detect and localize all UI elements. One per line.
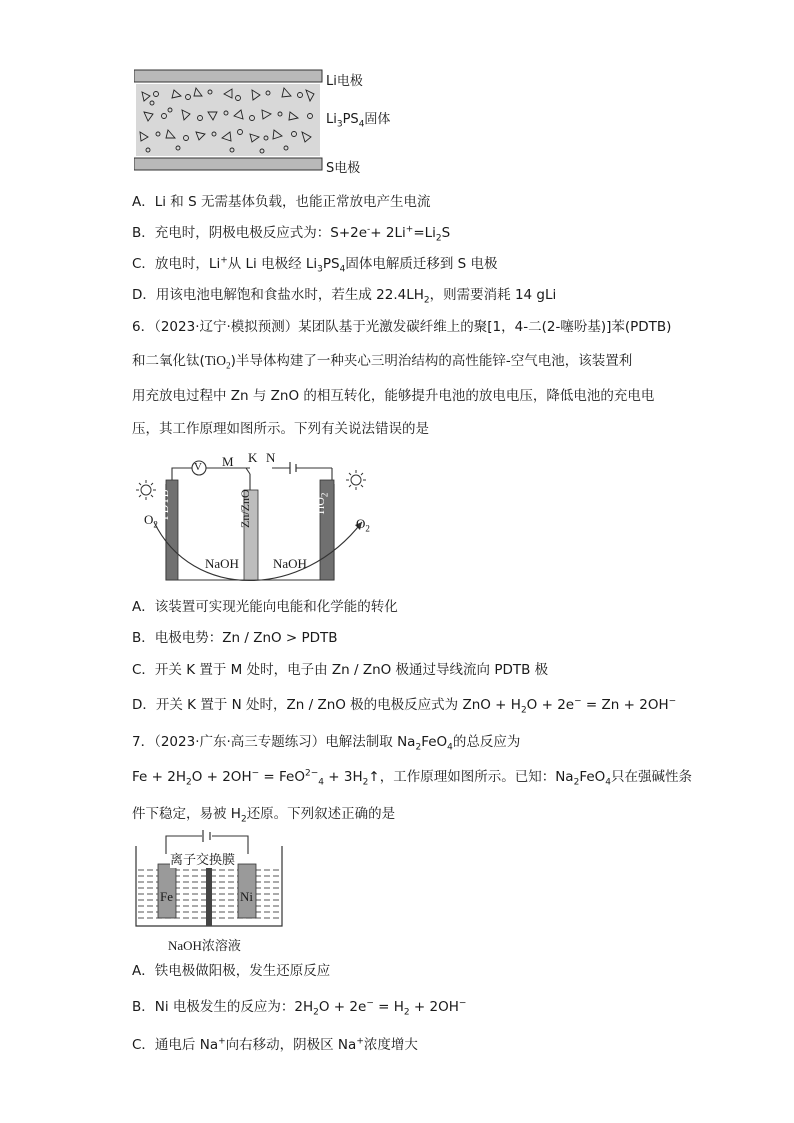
q6-stem-line1: 6．（2023·辽宁·模拟预测）某团队基于光激发碳纤维上的聚[1，4-二(2-噻吩基)]苯(PDTB) (132, 319, 672, 335)
battery-figure-1 (134, 68, 324, 176)
o2-left-label: $O_2$ (144, 512, 158, 530)
q7-stem-line3: 件下稳定，易被 $H_2$还原。下列叙述正确的是 (132, 806, 396, 825)
switch-m-label: M (222, 454, 234, 469)
s-electrode-label: S电极 (326, 161, 361, 176)
switch-n-label: N (266, 450, 276, 465)
solution-label: NaOH浓溶液 (168, 938, 241, 953)
li-electrode-label: Li电极 (326, 74, 363, 89)
q7-stem-line2: $Fe + 2H_2O + 2OH^- = FeO^{2-}_4$ + $3H_2↑$，工作原理如图所示。已知：$Na_2FeO_4$只在强碱性条 (132, 768, 693, 788)
q5-option-b: B．充电时，阴极电极反应式为：$S+2e^-+ 2Li^+=Li_2S$ (132, 224, 451, 244)
naoh-right-label: NaOH (273, 556, 307, 571)
q6-stem-line3: 用充放电过程中 Zn 与 ZnO 的相互转化，能够提升电池的放电电压，降低电池的充电电 (132, 388, 655, 404)
voltmeter-label: V (194, 461, 202, 473)
tio2-label: TiO$_2$ (313, 492, 330, 516)
ni-label: Ni (240, 889, 253, 904)
power-source-icon (203, 830, 210, 842)
q7-option-b: B．Ni 电极发生的反应为：$2H_2O + 2e^- = H_2 + 2OH^-$ (132, 998, 467, 1018)
q7-option-a: A．铁电极做阳极，发生还原反应 (132, 963, 331, 979)
solid-electrolyte-region (136, 84, 320, 156)
switch-k-label: K (248, 450, 258, 465)
o2-right-label: $O_2$ (356, 516, 370, 534)
s-electrode-bar (134, 158, 322, 170)
q5-option-a: A．Li 和 S 无需基体负载，也能正常放电产生电流 (132, 194, 431, 210)
electrolysis-figure (132, 830, 292, 932)
pdtb-label: PDTB (157, 489, 171, 520)
q6-option-d: D．开关 K 置于 N 处时，Zn / ZnO 极的电极反应式为 ZnO + $H_2O + 2e^- = Zn + 2OH^-$ (132, 696, 677, 716)
fe-label: Fe (160, 889, 173, 904)
naoh-left-label: NaOH (205, 556, 239, 571)
q5-option-c: C．放电时，Li+从 Li 电极经 $Li_3PS_4$固体电解质迁移到 S 电极 (132, 255, 498, 275)
electrolyte-label: $Li_3PS_4$固体 (326, 112, 391, 130)
q6-stem-line4: 压，其工作原理如图所示。下列有关说法错误的是 (132, 421, 429, 437)
battery-symbol-icon (290, 462, 296, 474)
q6-stem-line2: 和二氧化钛(TiO$_2$)半导体构建了一种夹心三明治结构的高性能锌-空气电池，该装置利 (132, 353, 633, 371)
q7-option-c: C．通电后 Na+向右移动，阴极区 Na+浓度增大 (132, 1036, 418, 1053)
q6-option-c: C．开关 K 置于 M 处时，电子由 Zn / ZnO 极通过导线流向 PDTB 极 (132, 662, 549, 678)
sun-icon-right (346, 470, 366, 490)
q7-stem-line1: 7．（2023·广东·高三专题练习）电解法制取 $Na_2FeO_4$的总反应为 (132, 734, 521, 753)
zn-zno-label: Zn/ZnO (238, 489, 252, 528)
sun-icon-left (136, 480, 156, 500)
q6-option-b: B．电极电势：Zn / ZnO > PDTB (132, 630, 338, 646)
q6-option-a: A．该装置可实现光能向电能和化学能的转化 (132, 599, 398, 615)
li-electrode-bar (134, 70, 322, 82)
q5-option-d: D．用该电池电解饱和食盐水时，若生成 $22.4LH_2$，则需要消耗 14 gLi (132, 287, 557, 306)
membrane-label: 离子交换膜 (170, 849, 235, 868)
ion-exchange-membrane (206, 860, 212, 926)
